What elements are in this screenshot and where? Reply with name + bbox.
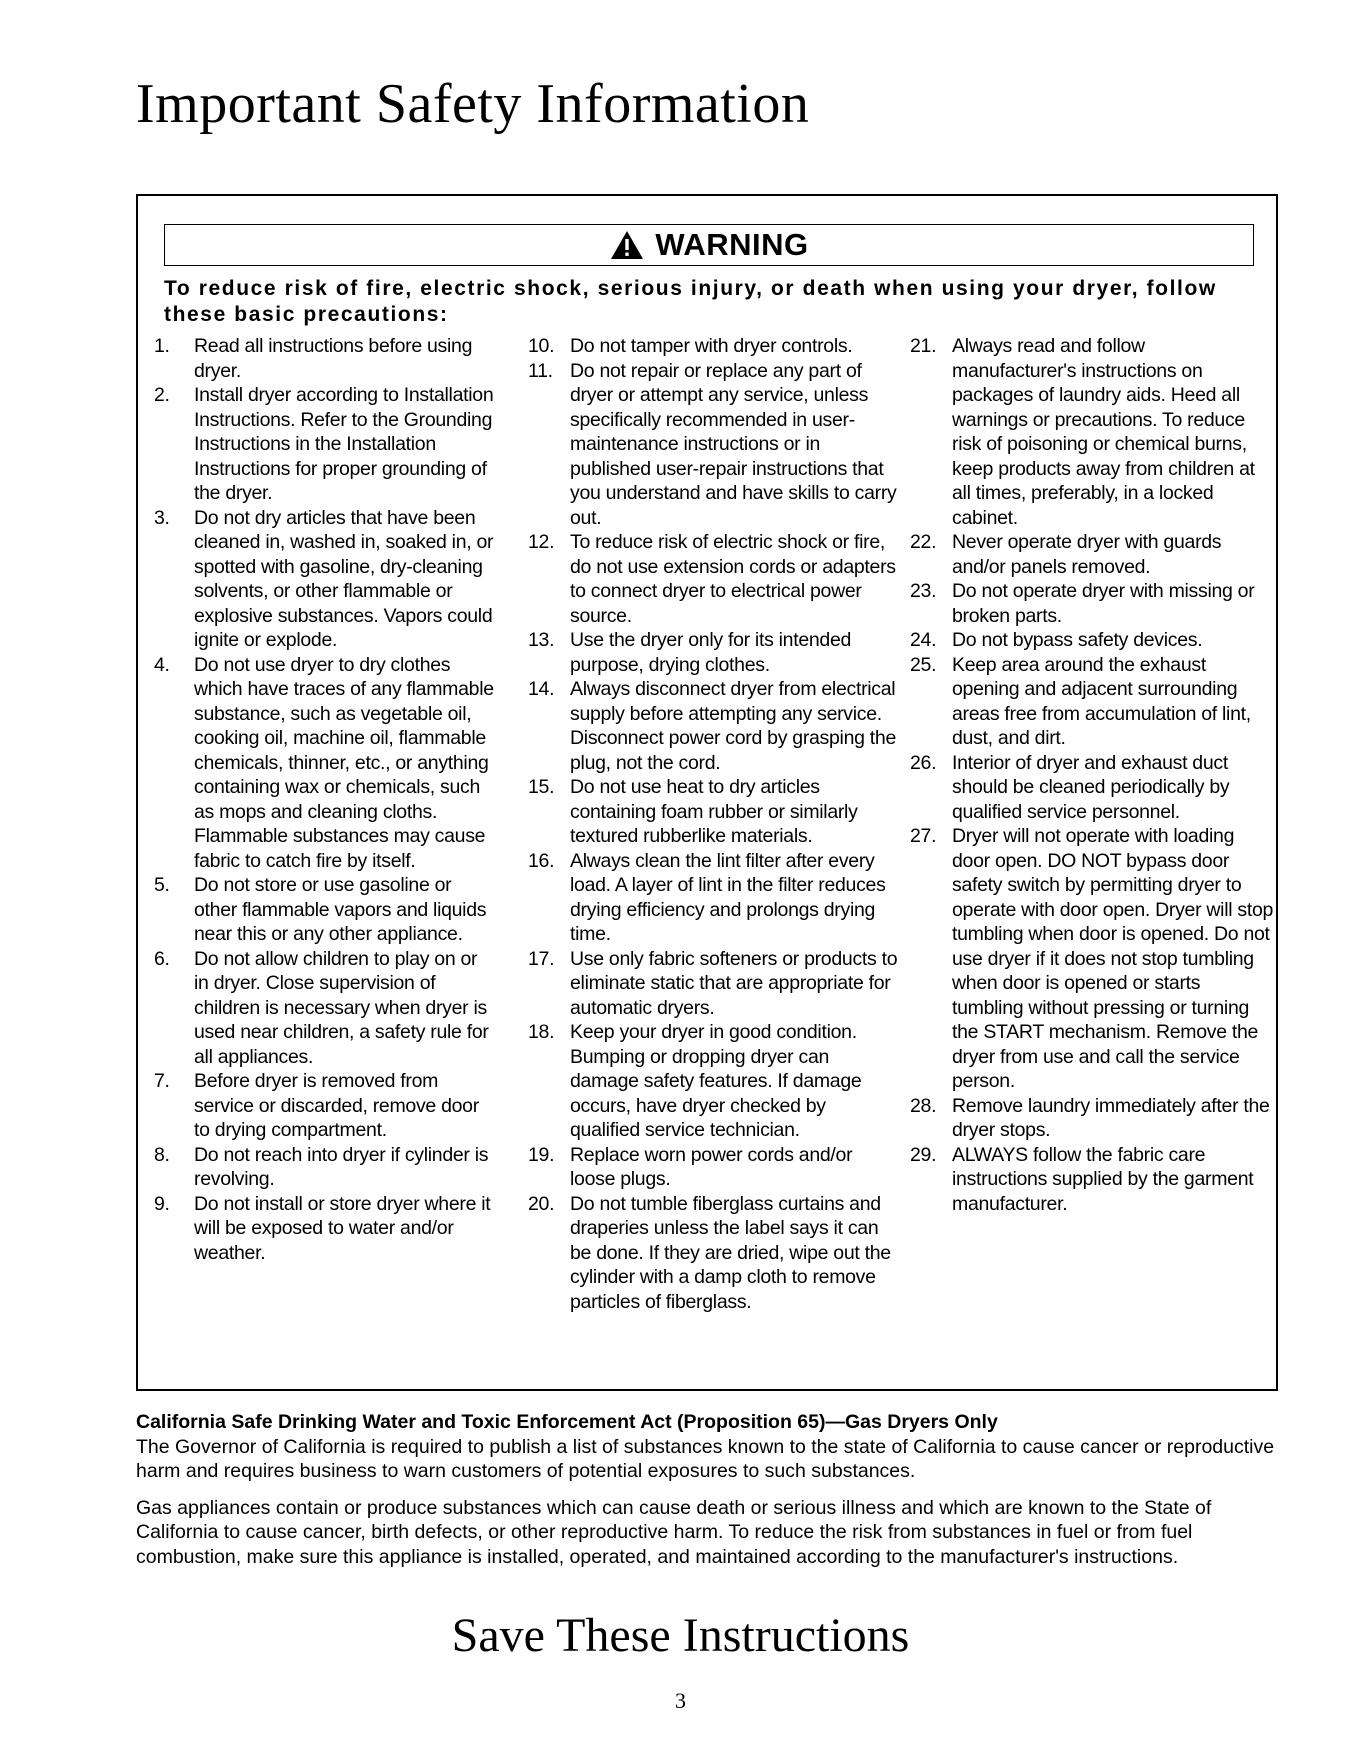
save-instructions-heading: Save These Instructions (451, 1609, 910, 1662)
prop65-section (136, 1410, 1276, 1581)
warning-banner (164, 224, 1254, 266)
precaution-item: 14. Always disconnect dryer from electrical supply before attempting any service. Disconnect power cord by grasping the plug, not the cord. (528, 678, 896, 774)
precaution-item: 20. Do not tumble fiberglass curtains and draperies unless the label says it can be done. If they are dried, wipe out the cylinder with a damp cloth to remove particles of fiberglass. (528, 1192, 891, 1313)
page-number: 3 (675, 1688, 686, 1713)
precaution-item: 24. Do not bypass safety devices. (910, 629, 1203, 651)
precaution-item: 11. Do not repair or replace any part of dryer or attempt any service, unless specifically recommended in user-maintenance instructions or in published user-repair instructions that you understand and have skills to carry out. (528, 359, 897, 529)
precaution-item: 5. Do not store or use gasoline or other flammable vapors and liquids near this or any other appliance. (154, 874, 487, 945)
precaution-item: 28. Remove laundry immediately after the dryer stops. (910, 1094, 1270, 1141)
precaution-item: 16. Always clean the lint filter after every load. A layer of lint in the filter reduces drying efficiency and prolongs drying time. (528, 849, 886, 945)
precaution-item: 29. ALWAYS follow the fabric care instructions supplied by the garment manufacturer. (910, 1143, 1254, 1215)
precaution-item: 22. Never operate dryer with guards and/or panels removed. (910, 531, 1222, 578)
precaution-item: 27. Dryer will not operate with loading door open. DO NOT bypass door safety switch by permitting dryer to operate with door open. Dryer will stop tumbling when door is opened. Do not use dryer if it does not stop tumbling when door is opened or starts tumbling without pressing or turning the START mechanism. Remove the dryer from use and call the service person. (910, 825, 1274, 1092)
precaution-item: 21. Always read and follow manufacturer's instructions on packages of laundry aids. Heed all warnings or precautions. To reduce risk of poisoning or chemical burns, keep products away from children at all times, preferably, in a locked cabinet. (910, 335, 1255, 529)
warning-triangle-icon (609, 229, 645, 261)
precaution-item: 12. To reduce risk of electric shock or fire, do not use extension cords or adapters to connect dryer to electrical power source. (528, 531, 896, 627)
warning-intro: To reduce risk of fire, electric shock, serious injury, or death when using your dryer, follow these basic precautions: (164, 277, 1217, 326)
prop65-heading: California Safe Drinking Water and Toxic Enforcement Act (Proposition 65)—Gas Dryers Only (136, 1411, 998, 1433)
warning-box (136, 194, 1278, 1391)
precautions-column-2 (528, 334, 898, 1314)
warning-label: WARNING (655, 227, 809, 262)
precaution-item: 15. Do not use heat to dry articles containing foam rubber or similarly textured rubberlike materials. (528, 776, 858, 847)
precaution-item: 19. Replace worn power cords and/or loose plugs. (528, 1143, 853, 1190)
precautions-column-3 (910, 334, 1274, 1216)
precaution-item: 25. Keep area around the exhaust opening and adjacent surrounding areas free from accumulation of lint, dust, and dirt. (910, 653, 1251, 749)
precaution-item: 2. Install dryer according to Installation Instructions. Refer to the Grounding Instructions in the Installation Instructions for proper grounding of the dryer. (154, 384, 494, 504)
precaution-item: 8. Do not reach into dryer if cylinder is revolving. (154, 1143, 489, 1190)
precaution-item: 18. Keep your dryer in good condition. Bumping or dropping dryer can damage safety features. If damage occurs, have dryer checked by qualified service technician. (528, 1021, 862, 1141)
precaution-item: 3. Do not dry articles that have been cleaned in, washed in, soaked in, or spotted with gasoline, dry-cleaning solvents, or other flammable or explosive substances. Vapors could ignite or explode. (154, 506, 494, 651)
page-title: Important Safety Information (136, 73, 810, 135)
precaution-item: 6. Do not allow children to play on or in dryer. Close supervision of children is necessary when dryer is used near children, a safety rule for all appliances. (154, 947, 489, 1068)
precaution-item: 4. Do not use dryer to dry clothes which have traces of any flammable substance, such as vegetable oil, cooking oil, machine oil, flammable chemicals, thinner, etc., or anything containing wax or chemicals, such as mops and cleaning cloths. Flammable substances may cause fabric to catch fire by itself. (154, 653, 494, 872)
precaution-item: 17. Use only fabric softeners or products to eliminate static that are appropriate for automatic dryers. (528, 947, 898, 1019)
precaution-item: 1. Read all instructions before using dryer. (154, 335, 473, 382)
precaution-item: 7. Before dryer is removed from service or discarded, remove door to drying compartment. (154, 1070, 479, 1141)
prop65-paragraph: Gas appliances contain or produce substances which can cause death or serious illness and which are known to the State of California to cause cancer, birth defects, or other reproductive harm. To reduce the risk from substances in fuel or from fuel combustion, make sure this appliance is installed, operated, and maintained according to the manufacturer's instructions. (136, 1496, 1212, 1568)
precaution-item: 26. Interior of dryer and exhaust duct should be cleaned periodically by qualified service personnel. (910, 751, 1230, 823)
precautions-column-1 (154, 334, 494, 1265)
precaution-item: 10. Do not tamper with dryer controls. (528, 335, 853, 357)
precaution-item: 13. Use the dryer only for its intended purpose, drying clothes. (528, 629, 852, 676)
precaution-item: 23. Do not operate dryer with missing or broken parts. (910, 580, 1255, 627)
precaution-item: 9. Do not install or store dryer where it will be exposed to water and/or weather. (154, 1192, 491, 1264)
prop65-paragraph: The Governor of California is required to publish a list of substances known to the state of California to cause cancer or reproductive harm and requires business to warn customers of potential exposures to such substances. (136, 1435, 1275, 1482)
